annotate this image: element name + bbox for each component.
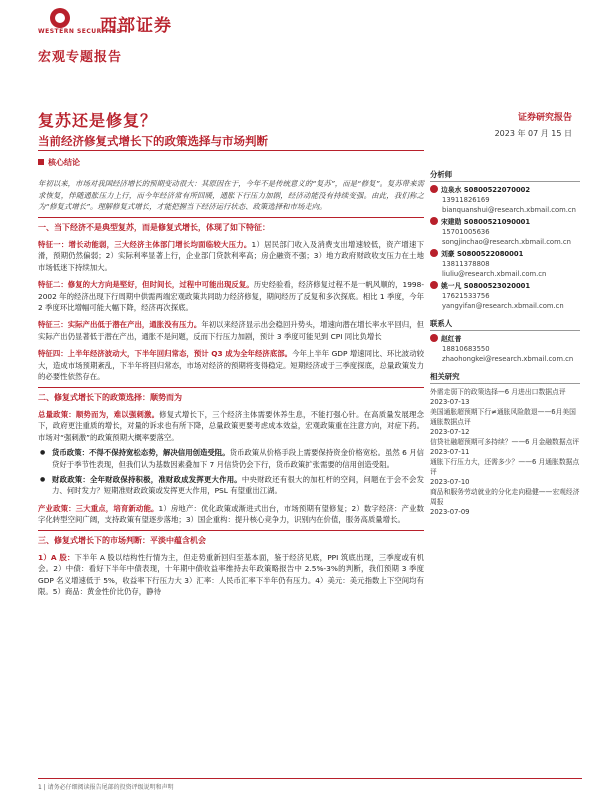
- section-3-heading: 三、修复式增长下的市场判断：平淡中蕴含机会: [38, 530, 424, 546]
- analyst-email[interactable]: bianquanshui@research.xbmail.com.cn: [442, 206, 576, 214]
- logo-mark-icon: [50, 8, 70, 28]
- policy-industrial: 产业政策：三大重点，培育新动能。1）房地产：优化政策或渐进式出台，市场预期有望修复；2）数字经济：产业数字化转型空间广阔，支持政策有望逐步落地；3）国企重构：提升核心竞争力，识别内在价值，服务高质量增长。: [38, 503, 424, 525]
- related-item[interactable]: 美国通胀超预期下行≠通胀风险散退——6月美国通胀数据点评 2023-07-12: [430, 408, 576, 436]
- analyst-icon: [430, 185, 438, 193]
- contact-entry: 赵红普 18810683550 zhaohongkei@research.xbmail.com.cn: [430, 334, 580, 364]
- analyst-entry: 宋建勋 S0800521090001 15701005636 songjinchao@research.xbmail.com.cn: [430, 217, 580, 247]
- analyst-entry: 边泉水 S0800522070002 13911826169 bianquanshui@research.xbmail.com.cn: [430, 185, 580, 215]
- contact-email[interactable]: zhaohongkei@research.xbmail.com.cn: [442, 355, 574, 363]
- title-divider: [38, 150, 424, 151]
- analyst-phone: 15701005636: [442, 228, 490, 236]
- analyst-icon: [430, 281, 438, 289]
- report-subtitle: 当前经济修复式增长下的政策选择与市场判断: [38, 134, 268, 148]
- footer-divider: [38, 778, 582, 779]
- report-label: 证券研究报告: [517, 113, 572, 123]
- report-title: 复苏还是修复？: [38, 111, 158, 130]
- analyst-entry: 姚一凡 S0800523020001 17621533756 yangyifan@research.xbmail.com.cn: [430, 281, 580, 311]
- section-2-heading: 二、修复式增长下的政策选择：顺势而为: [38, 387, 424, 403]
- analyst-phone: 13911826169: [442, 196, 490, 204]
- related-item[interactable]: 信贷社融超预期可多持续？——6 月金融数据点评 2023-07-11: [430, 438, 580, 456]
- related-item[interactable]: 通胀下行压力大，还需多少？——6 月通胀数据点评 2023-07-10: [430, 458, 580, 486]
- analyst-email[interactable]: yangyifan@research.xbmail.com.cn: [442, 302, 564, 310]
- analyst-icon: [430, 249, 438, 257]
- section-1-heading: 一、当下经济不是典型复苏，而是修复式增长，体现了如下特征：: [38, 217, 424, 233]
- feature-4: 特征四：上半年经济波动大，下半年回归常态，预计 Q3 成为全年经济底部。今年上半年 GDP 增速同比、环比波动较大，造成市场预期紊乱，下半年将回归常态，市场对经济的预期将变得稳定。短期经济或于三季度探底，总量政策发力的必要性依然存在。: [38, 349, 425, 382]
- analyst-entry: 刘豪 S0800522080001 13811378808 liuliu@research.xbmail.com.cn: [430, 249, 580, 279]
- related-research-heading: 相关研究: [430, 372, 580, 384]
- feature-1: 特征一：增长动能弱，三大经济主体部门增长均面临较大压力。1）居民部门收入及消费支出增速较低，资产增速下滑，预期仍然偏弱；2）实际利率显著上行，企业部门贷款利率高；房企融资不强；3）地方政府财政收支压力在土地市场低迷下持续加大。: [38, 240, 424, 272]
- market-judgment: 1）A 股：下半年 A 股以结构性行情为主，但走势重新回归至基本面，鉴于经济见底，PPI 筑底出现，三季度或有机会。2）中债：看好下半年中债表现，十年期中债收益率维持去年政策略报告中 2.5%-3%的判断，我们预期 3 季度 GDP 名义增速低于 5%，收益率下行压力大 3）汇率：人民币汇率下半年仍有压力。4）美元：美元指数上下空间均有限。5）商品：黄金性价比仍存，静待: [38, 552, 424, 597]
- analyst-icon: [430, 217, 438, 225]
- report-date: 2023 年 07 月 15 日: [494, 129, 572, 138]
- policy-fiscal: ● 财政政策：全年财政保持积极，准财政成发挥更大作用。中央财政还有很大的加杠杆的空间，问题在于会不会发力、何时发力？短期准财政政策或发挥更大作用，PSL 有望重出江湖。: [38, 474, 424, 497]
- logo-chinese-text: 西部证券: [100, 16, 172, 36]
- abstract: 年初以来，市场对我国经济增长的预期变动很大：其原因在于，今年不是传统意义的“复苏”，而是“修复”。复苏带来需求恢复，伴随通胀压力上行，而今年经济常有所回暖，通胀下行压力加剧，经济动能没有持续变强。由此，我们称之为“修复式增长”。理解修复式增长，才能把握当下经济运行状态、政策选择和市场走向。: [38, 179, 424, 212]
- logo-english-text: WESTERN SECURITIES: [38, 28, 122, 35]
- feature-2: 特征二：修复的大方向是堅好，但时间长，过程中可能出现反复。历史经验看，经济修复过程不是一帆风顺的，1998-2002 年的经济出现下行周期中供需两端宏观政策共同助力经济修复，期间经历了反复和多次探底。相比 1 季度，今年 2 季度环比增幅可能大幅下降，经济再次探底。: [38, 280, 424, 313]
- related-item[interactable]: 外需走弱下的政策选择—6 月进出口数据点评 2023-07-13: [430, 388, 566, 406]
- feature-3: 特征三：实际产出低于潜在产出，通胀没有压力。年初以来经济显示出会稳回升势头，增速向潜在增长率水平回归，但实际产出仍显著低于潜在产出，通胀不是问题，反而下行压力加剧，预计 3 季度可能见到 CPI 同比负增长: [38, 320, 424, 341]
- analyst-email[interactable]: liuliu@research.xbmail.com.cn: [442, 270, 547, 278]
- core-conclusion-heading: 核心结论: [38, 157, 424, 168]
- policy-monetary: ● 货币政策：不得不保持宽松态势，解决信用创造受阻。货币政策从价格手段上需要保持资金价格宽松。虽然 6 月信贷好于季节性表现，但我们认为基数因素叠加下 7 月信贷仍会下行，货币政策扩张需要的信用创造受阻。: [38, 447, 424, 470]
- company-logo: [38, 6, 188, 40]
- contact-icon: [430, 334, 438, 342]
- section-marker-icon: [38, 159, 44, 165]
- report-type: 宏观专题报告: [38, 50, 123, 65]
- related-item[interactable]: 商品和服务劳动就业的分化走向稳健——宏观经济周报 2023-07-09: [430, 488, 580, 516]
- side-column: [430, 170, 580, 517]
- analyst-email[interactable]: songjinchao@research.xbmail.com.cn: [442, 238, 571, 246]
- policy-aggregate: 总量政策：顺势而为，难以强刺激。修复式增长下，三个经济主体需要休养生息，不能打强心针。在高质量发展理念下，政府更注重质的增长，对量的诉求也有所下降，总量政策更要考虑成本效益，宏观政策重在注意方向，对症下药。市场对“强刺激”的政策预期大概率要落空。: [38, 409, 424, 442]
- analyst-phone: 17621533756: [442, 292, 490, 300]
- analyst-phone: 13811378808: [442, 260, 490, 268]
- analysts-heading: 分析师: [430, 170, 580, 182]
- footer-disclaimer: 1 | 请务必仔细阅读报告尾部的投资评级说明和声明: [38, 784, 174, 791]
- contact-phone: 18810683550: [442, 345, 490, 353]
- main-column: [38, 153, 424, 598]
- contact-heading: 联系人: [430, 319, 580, 331]
